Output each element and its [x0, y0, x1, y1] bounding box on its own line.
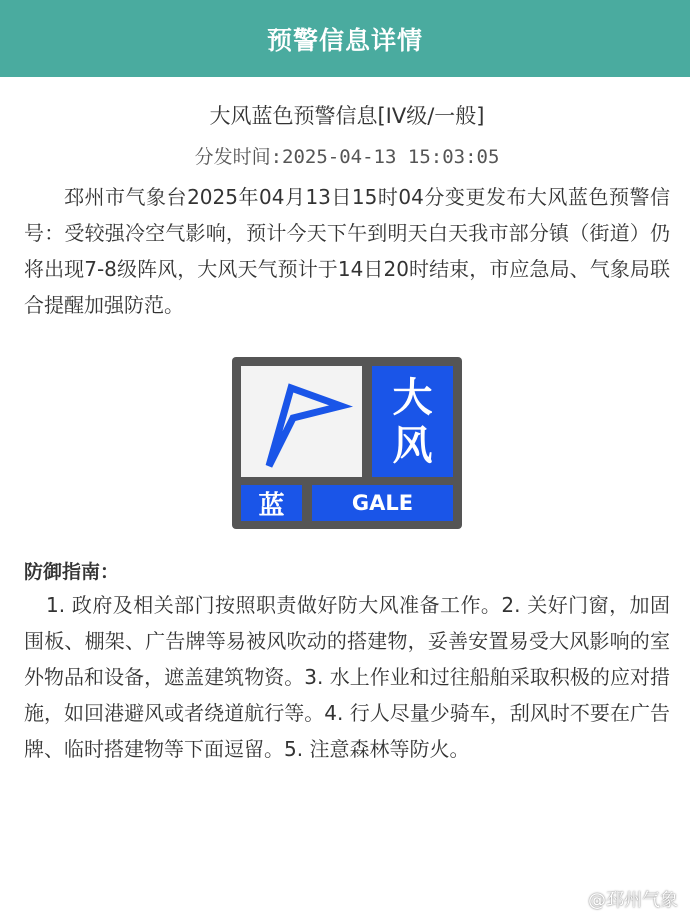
issue-time — [24, 143, 670, 171]
watermark-text: @邳州气象 — [588, 890, 678, 911]
warning-icon-wrapper — [24, 357, 670, 529]
warning-title: 大风蓝色预警信息[IV级/一般] — [209, 104, 485, 128]
wind-flag-icon — [241, 366, 362, 477]
weibo-icon — [562, 890, 584, 908]
flag-icon-panel — [241, 366, 362, 477]
issue-time-value: 2025-04-13 15:03:05 — [282, 146, 500, 168]
hazard-char-top: 大 — [392, 374, 433, 421]
level-color-label: 蓝 — [241, 485, 302, 521]
header-bar — [0, 0, 690, 77]
warning-summary: 邳州市气象台2025年04月13日15时04分变更发布大风蓝色预警信号：受较强冷空气影响，预计今天下午到明天白天我市部分镇（街道）仍将出现7-8级阵风，大风天气预计于14日20时结束，市应急局、气象局联合提醒加强防范。 — [24, 185, 670, 317]
issue-time-label: 分发时间: — [194, 146, 283, 168]
page-title: 预警信息详情 — [266, 25, 423, 55]
hazard-char-bottom: 风 — [392, 422, 433, 469]
defense-guide-text: 1. 政府及相关部门按照职责做好防大风准备工作。2. 关好门窗，加固围板、棚架、广告牌等易被风吹动的搭建物，妥善安置易受大风影响的室外物品和设备，遮盖建筑物资。3. 水上作业和过往船舶采取积极的应对措施，如回港避风或者绕道航行等。4. 行人尽量少骑车，刮风时不要在广告牌、临时搭建物等下面逗留。5. 注意森林等防火。 — [24, 593, 670, 761]
watermark — [562, 886, 678, 912]
defense-guide-title: 防御指南： — [24, 561, 120, 583]
english-hazard-label: GALE — [312, 485, 453, 521]
wind-blue-warning-icon — [232, 357, 462, 529]
main-content — [0, 101, 690, 767]
hazard-char-panel — [372, 366, 453, 477]
